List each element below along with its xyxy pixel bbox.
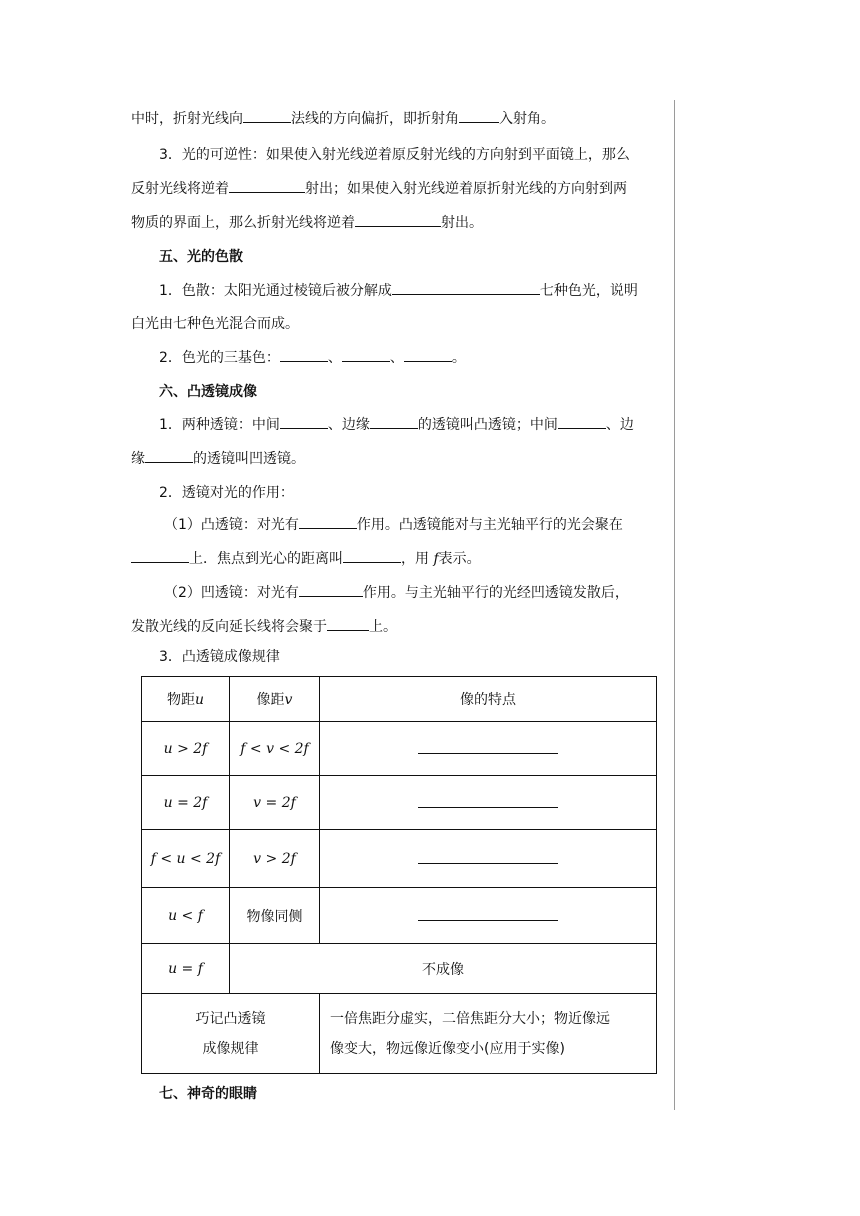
text-line xyxy=(159,280,699,302)
fill-blank[interactable] xyxy=(418,793,558,808)
text: 、 xyxy=(327,350,342,366)
header-image-distance: 像距v xyxy=(230,677,320,722)
text-line xyxy=(131,212,671,234)
text: 、边缘 xyxy=(327,417,370,433)
cell-v: f < v < 2f xyxy=(230,722,320,776)
text-line xyxy=(159,347,699,369)
text: 作用。凸透镜能对与主光轴平行的光会聚在 xyxy=(356,517,623,533)
text: 作用。与主光轴平行的光经凹透镜发散后， xyxy=(362,585,629,601)
fill-blank[interactable] xyxy=(418,849,558,864)
fill-blank[interactable] xyxy=(131,548,189,563)
text: 入射角。 xyxy=(499,111,555,127)
text: 射出；如果使入射光线逆着原折射光线的方向射到两 xyxy=(305,181,627,197)
mnemonic-text xyxy=(320,994,657,1074)
fill-blank[interactable] xyxy=(370,414,418,429)
text: 。 xyxy=(451,350,466,366)
text: 缘 xyxy=(131,451,145,467)
text-line xyxy=(131,313,671,335)
text: 1．两种透镜：中间 xyxy=(159,417,280,433)
fill-blank[interactable] xyxy=(418,739,558,754)
fill-blank[interactable] xyxy=(392,280,540,295)
cell-no-image: 不成像 xyxy=(230,944,657,994)
fill-blank[interactable] xyxy=(280,414,328,429)
table-row xyxy=(142,830,657,888)
text: （2）凹透镜：对光有 xyxy=(164,585,299,601)
text-line xyxy=(131,448,671,470)
text-line xyxy=(131,548,671,570)
text: 的透镜叫凸透镜；中间 xyxy=(417,417,558,433)
fill-blank[interactable] xyxy=(558,414,606,429)
fill-blank[interactable] xyxy=(243,108,291,123)
text: 上．焦点到光心的距离叫 xyxy=(189,551,343,567)
text: 的透镜叫凹透镜。 xyxy=(193,451,305,467)
text: 2．透镜对光的作用： xyxy=(159,485,294,501)
math-symbol: f xyxy=(433,551,439,567)
header-object-distance: 物距u xyxy=(142,677,230,722)
text-line xyxy=(131,178,671,200)
text-line xyxy=(159,414,699,436)
section-heading: 五、光的色散 xyxy=(159,249,243,265)
text: 反射光线将逆着 xyxy=(131,181,229,197)
text-line xyxy=(159,646,699,668)
text: 、边 xyxy=(605,417,634,433)
text: ，用 xyxy=(401,551,434,567)
cell-v: 物像同侧 xyxy=(230,888,320,944)
text: 2．色光的三基色： xyxy=(159,350,280,366)
fill-blank[interactable] xyxy=(327,616,369,631)
imaging-rules-table xyxy=(141,676,657,1074)
mnemonic-text-line: 一倍焦距分虚实，二倍焦距分大小；物近像远 xyxy=(330,1010,610,1027)
cell-u: u = 2f xyxy=(142,776,230,830)
text: 七种色光，说明 xyxy=(539,283,638,299)
cell-u: u = f xyxy=(142,944,230,994)
text: 、 xyxy=(389,350,404,366)
text: 上。 xyxy=(369,619,397,635)
text-line xyxy=(164,514,704,536)
text-line xyxy=(159,144,699,166)
text: 1．色散：太阳光通过棱镜后被分解成 xyxy=(159,283,392,299)
text-line xyxy=(131,108,671,130)
table-row-mnemonic xyxy=(142,994,657,1074)
text-line xyxy=(131,616,671,638)
text: （1）凸透镜：对光有 xyxy=(164,517,299,533)
table-row xyxy=(142,888,657,944)
text: 3．凸透镜成像规律 xyxy=(159,649,280,665)
section-heading: 六、凸透镜成像 xyxy=(159,384,257,400)
cell-feature xyxy=(320,830,657,888)
table-row xyxy=(142,944,657,994)
text: 中时，折射光线向 xyxy=(131,111,243,127)
cell-u: u < f xyxy=(142,888,230,944)
fill-blank[interactable] xyxy=(355,212,441,227)
fill-blank[interactable] xyxy=(299,582,363,597)
text: 物质的界面上，那么折射光线将逆着 xyxy=(131,215,355,231)
text-line xyxy=(159,482,699,504)
cell-u: u > 2f xyxy=(142,722,230,776)
text: 表示。 xyxy=(438,551,481,567)
cell-v: v > 2f xyxy=(230,830,320,888)
fill-blank[interactable] xyxy=(343,548,401,563)
table-header-row xyxy=(142,677,657,722)
header-image-features: 像的特点 xyxy=(320,677,657,722)
mnemonic-label-line: 巧记凸透镜 xyxy=(195,1010,266,1027)
mnemonic-label xyxy=(142,994,320,1074)
mnemonic-text-line: 像变大，物远像近像变小(应用于实像) xyxy=(330,1040,565,1057)
section-heading: 七、神奇的眼睛 xyxy=(159,1086,257,1102)
text: 3．光的可逆性：如果使入射光线逆着原反射光线的方向射到平面镜上，那么 xyxy=(159,147,630,163)
cell-feature xyxy=(320,888,657,944)
cell-feature xyxy=(320,722,657,776)
fill-blank[interactable] xyxy=(418,906,558,921)
table-row xyxy=(142,722,657,776)
text: 射出。 xyxy=(441,215,483,231)
fill-blank[interactable] xyxy=(229,178,305,193)
cell-v: v = 2f xyxy=(230,776,320,830)
cell-feature xyxy=(320,776,657,830)
fill-blank[interactable] xyxy=(459,108,499,123)
text: 发散光线的反向延长线将会聚于 xyxy=(131,619,327,635)
fill-blank[interactable] xyxy=(342,347,390,362)
fill-blank[interactable] xyxy=(404,347,452,362)
cell-u: f < u < 2f xyxy=(142,830,230,888)
text: 法线的方向偏折，即折射角 xyxy=(291,111,459,127)
text-line xyxy=(164,582,704,604)
table-row xyxy=(142,776,657,830)
fill-blank[interactable] xyxy=(145,448,193,463)
text: 白光由七种色光混合而成。 xyxy=(131,316,299,332)
mnemonic-label-line: 成像规律 xyxy=(202,1040,259,1057)
fill-blank[interactable] xyxy=(280,347,328,362)
fill-blank[interactable] xyxy=(299,514,357,529)
